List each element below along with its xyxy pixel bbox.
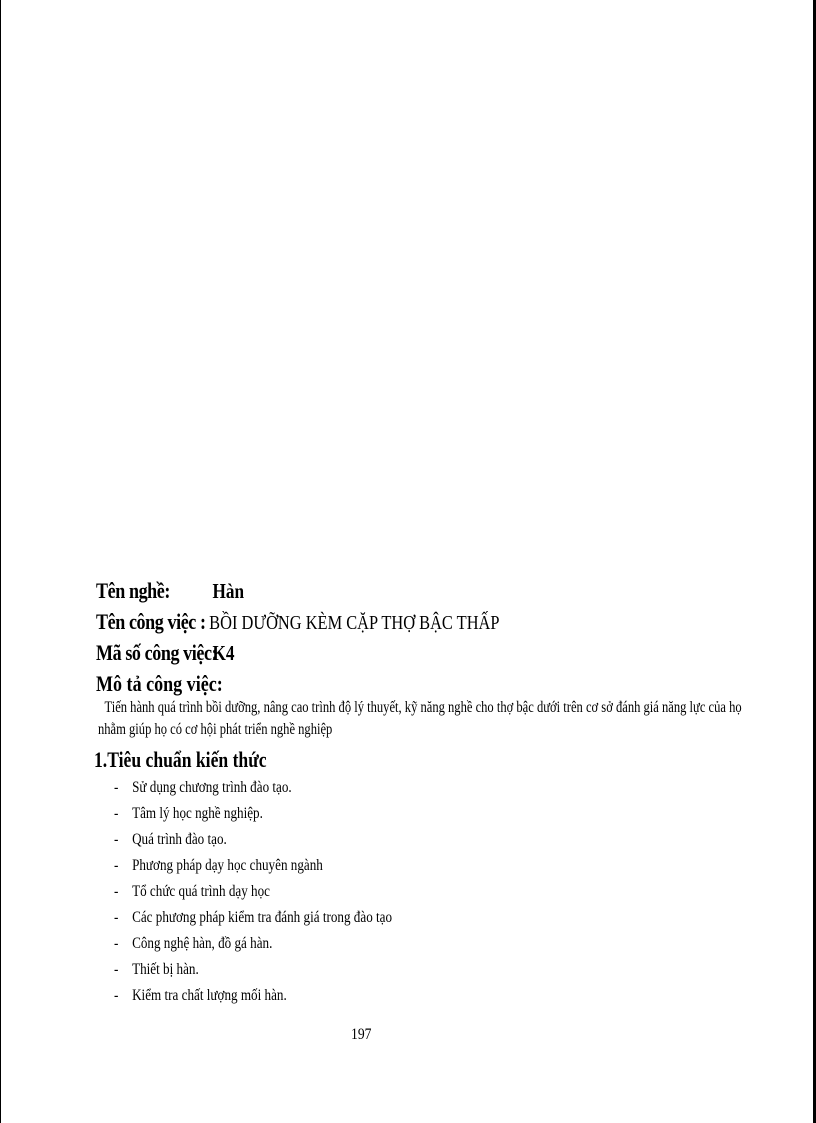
code-value: K4	[212, 641, 235, 665]
list-item	[96, 805, 637, 831]
list-bullet: -	[114, 935, 119, 952]
list-item-text: Thiết bị hàn.	[132, 961, 199, 978]
knowledge-list	[96, 779, 756, 1013]
list-bullet: -	[114, 961, 119, 978]
trade-label: Tên nghề:	[96, 578, 171, 603]
list-bullet: -	[114, 831, 119, 848]
list-item	[96, 779, 637, 805]
page-left-edge	[0, 0, 1, 1123]
trade-row	[96, 578, 637, 609]
list-bullet: -	[114, 857, 119, 874]
list-item	[96, 935, 637, 961]
list-bullet: -	[114, 805, 119, 822]
list-bullet: -	[114, 779, 119, 796]
list-item-text: Kiểm tra chất lượng mối hàn.	[132, 987, 287, 1004]
job-label: Tên công việc :	[96, 609, 206, 634]
document-content	[96, 578, 756, 1013]
list-item-text: Công nghệ hàn, đồ gá hàn.	[132, 935, 273, 952]
list-bullet: -	[114, 987, 119, 1004]
list-item-text: Các phương pháp kiểm tra đánh giá trong đào tạo	[132, 909, 393, 926]
job-value: BỒI DƯỠNG KÈM CẶP THỢ BẬC THẤP	[209, 612, 500, 634]
list-bullet: -	[114, 909, 119, 926]
trade-value: Hàn	[212, 579, 245, 603]
list-item-text: Tổ chức quá trình dạy học	[132, 883, 270, 900]
page-number: 197	[351, 1026, 372, 1043]
knowledge-section-title: 1.Tiêu chuẩn kiến thức	[94, 747, 267, 772]
job-row	[96, 609, 637, 640]
description-text: Tiến hành quá trình bồi dưỡng, nâng cao trình độ lý thuyết, kỹ năng nghề cho thợ bậc dưới trên cơ sở đánh giá năng lực của họ nhằm giúp họ có cơ hội phát triển nghề nghiệp	[98, 699, 742, 738]
list-item-text: Quá trình đào tạo.	[132, 831, 227, 848]
list-item	[96, 883, 637, 909]
list-item	[96, 987, 637, 1013]
list-item-text: Sử dụng chương trình đào tạo.	[132, 779, 292, 796]
code-label: Mã số công việc:	[96, 640, 218, 665]
list-item	[96, 961, 637, 987]
list-bullet: -	[114, 883, 119, 900]
list-item	[96, 857, 637, 883]
description-title: Mô tả công việc:	[96, 671, 223, 696]
list-item-text: Tâm lý học nghề nghiệp.	[132, 805, 263, 822]
code-row	[96, 640, 637, 671]
list-item	[96, 831, 637, 857]
list-item	[96, 909, 637, 935]
list-item-text: Phương pháp dạy học chuyên ngành	[132, 857, 323, 874]
